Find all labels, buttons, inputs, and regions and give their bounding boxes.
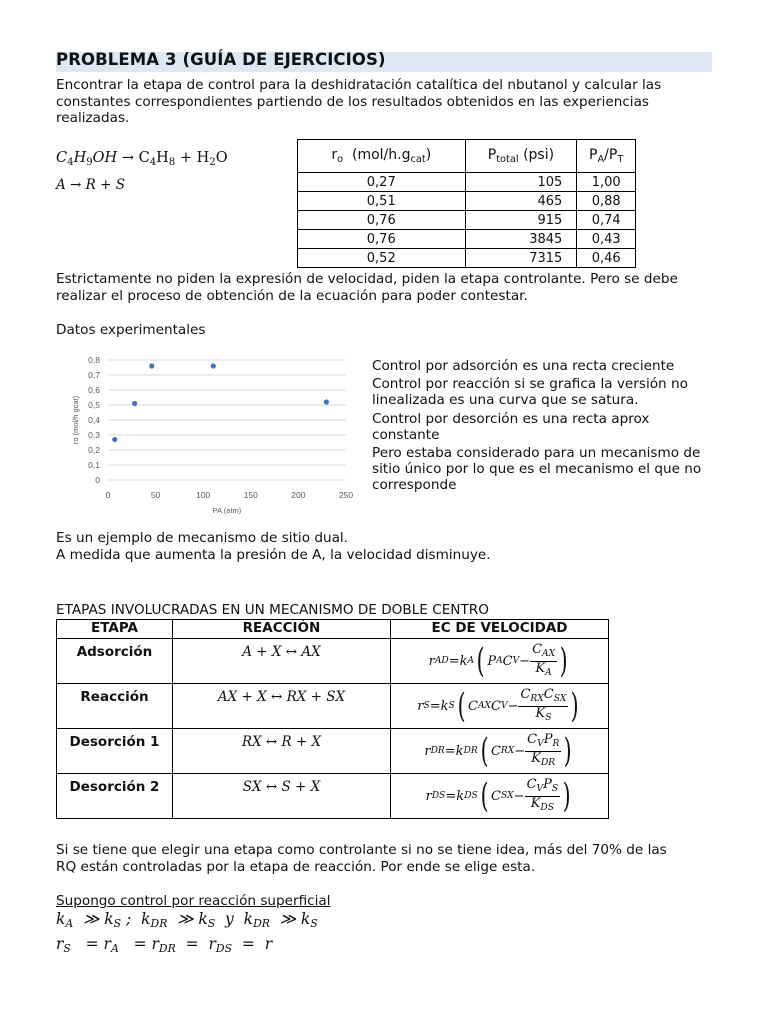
header-ptotal: $P_{total}$ (psi) xyxy=(465,140,577,173)
page-title: PROBLEMA 3 (GUÍA DE EJERCICIOS) xyxy=(56,50,386,69)
table-row: 0,52 7315 0,46 xyxy=(298,249,636,268)
y-tick-label: 0,5 xyxy=(88,400,100,410)
x-tick-label: 0 xyxy=(105,490,111,500)
table-row: Desorción 1 RX ↔ R + X r DR =k DR ( C RX − $\frac{C_VP_R}{K_{DR}}$ ) xyxy=(57,729,609,774)
header-pa-pt: $P_A/P_T$ xyxy=(577,140,636,173)
header-ro: $r_o$ $(mol/h.g_{cat})$ xyxy=(298,140,466,173)
table-row: 0,76 3845 0,43 xyxy=(298,230,636,249)
y-tick-label: 0,7 xyxy=(88,370,100,380)
table-row: Desorción 2 SX ↔ S + X r DS =k DS ( C SX − $\frac{C_VP_S}{K_{DS}}$ ) xyxy=(57,774,609,819)
intro-line: constantes correspondientes partiendo de los resultados obtenidos en las experiencias xyxy=(56,93,649,110)
intro-line: Encontrar la etapa de control para la deshidratación catalítica del nbutanol y calcular las xyxy=(56,77,662,93)
x-tick-label: 250 xyxy=(338,490,354,500)
table-row: 0,27 105 1,00 xyxy=(298,173,636,192)
steps-table xyxy=(56,619,609,819)
x-axis-label: PA (atm) xyxy=(212,506,242,515)
table-row: Adsorción A + X ↔ AX r AD =k A ( P A C V − $\frac{C_{AX}}{K_A}$ ) xyxy=(57,639,609,684)
notes xyxy=(372,358,712,496)
y-tick-label: 0,1 xyxy=(88,460,100,470)
note-item: Control por desorción es una recta aprox constante xyxy=(372,410,650,443)
x-tick-label: 100 xyxy=(196,490,211,500)
header-reaccion: REACCIÓN xyxy=(173,620,391,639)
y-tick-label: 0,4 xyxy=(88,415,100,425)
intro-line: realizadas. xyxy=(56,110,130,126)
y-tick-label: 0,6 xyxy=(88,385,100,395)
rate-equation-desorption-1: r DR =k DR ( C RX − $\frac{C_VP_R}{K_{DR}}$ ) xyxy=(424,731,572,771)
reaction-simple: A → R + S xyxy=(56,177,125,193)
data-point xyxy=(132,401,137,406)
note-item: Control por adsorción es una recta creciente xyxy=(372,358,675,374)
explanation-paragraph: Estrictamente no piden la expresión de velocidad, piden la etapa controlante. Pero se debe realizar el proceso de obtención de la ecuación para poder contestar. xyxy=(56,271,678,304)
header-etapa: ETAPA xyxy=(57,620,173,639)
reaction-formula: $C_4H_9OH \to C_4H_8 + H_2O$ xyxy=(56,150,228,168)
header-ec: EC DE VELOCIDAD xyxy=(391,620,609,639)
x-tick-label: 150 xyxy=(243,490,258,500)
intro-paragraph xyxy=(56,77,716,127)
datos-label: Datos experimentales xyxy=(56,322,206,338)
table-row: 0,51 465 0,88 xyxy=(298,192,636,211)
note-item: Pero estaba considerado para un mecanismo de sitio único por lo que es el mecanismo el que no corresponde xyxy=(372,445,702,494)
rate-equation-adsorption: r AD =k A ( P A C V − $\frac{C_{AX}}{K_A}$ ) xyxy=(428,641,568,681)
y-axis-label: ro (mol/h gcat) xyxy=(71,395,80,445)
x-tick-label: 50 xyxy=(150,490,161,500)
x-tick-label: 200 xyxy=(291,490,306,500)
rate-equation-reaction: r S =k S ( C AX C V − $\frac{C_{RX}C_{SX}}{K_S}$ ) xyxy=(417,686,580,726)
choice-paragraph: Si se tiene que elegir una etapa como controlante si no se tiene idea, más del 70% de las RQ están controladas por la etapa de reacción. Por ende se elige esta. xyxy=(56,842,667,875)
table-row: Reacción AX + X ↔ RX + SX r S =k S ( C AX C V − $\frac{C_{RX}C_{SX}}{K_S}$ ) xyxy=(57,684,609,729)
y-tick-label: 0,2 xyxy=(88,445,100,455)
dual-site-text: Es un ejemplo de mecanismo de sitio dual. A medida que aumenta la presión de A, la velocidad disminuye. xyxy=(56,530,491,563)
scatter-chart xyxy=(56,345,356,515)
constants-inequality: $k_A$ ≫ $k_S$ ; $k_{DR}$ ≫ $k_S$ y $k_{DR}$ ≫ $k_S$ xyxy=(56,910,318,930)
data-table xyxy=(297,139,636,268)
y-tick-label: 0 xyxy=(95,475,100,485)
table-row: 0,76 915 0,74 xyxy=(298,211,636,230)
supongo-heading: Supongo control por reacción superficial xyxy=(56,893,331,909)
rate-equation-desorption-2: r DS =k DS ( C SX − $\frac{C_VP_S}{K_{DS}}$ ) xyxy=(425,776,571,816)
rates-equality: $r_S = r_A = r_{DR} = r_{DS} = r$ xyxy=(56,935,273,955)
y-tick-label: 0,8 xyxy=(88,355,100,365)
data-point xyxy=(149,363,154,368)
data-point xyxy=(211,363,216,368)
note-item: Control por reacción si se grafica la versión no linealizada es una curva que se satura. xyxy=(372,376,688,409)
etapas-title: ETAPAS INVOLUCRADAS EN UN MECANISMO DE DOBLE CENTRO xyxy=(56,602,489,618)
data-point xyxy=(324,399,329,404)
data-point xyxy=(112,437,117,442)
y-tick-label: 0,3 xyxy=(88,430,100,440)
